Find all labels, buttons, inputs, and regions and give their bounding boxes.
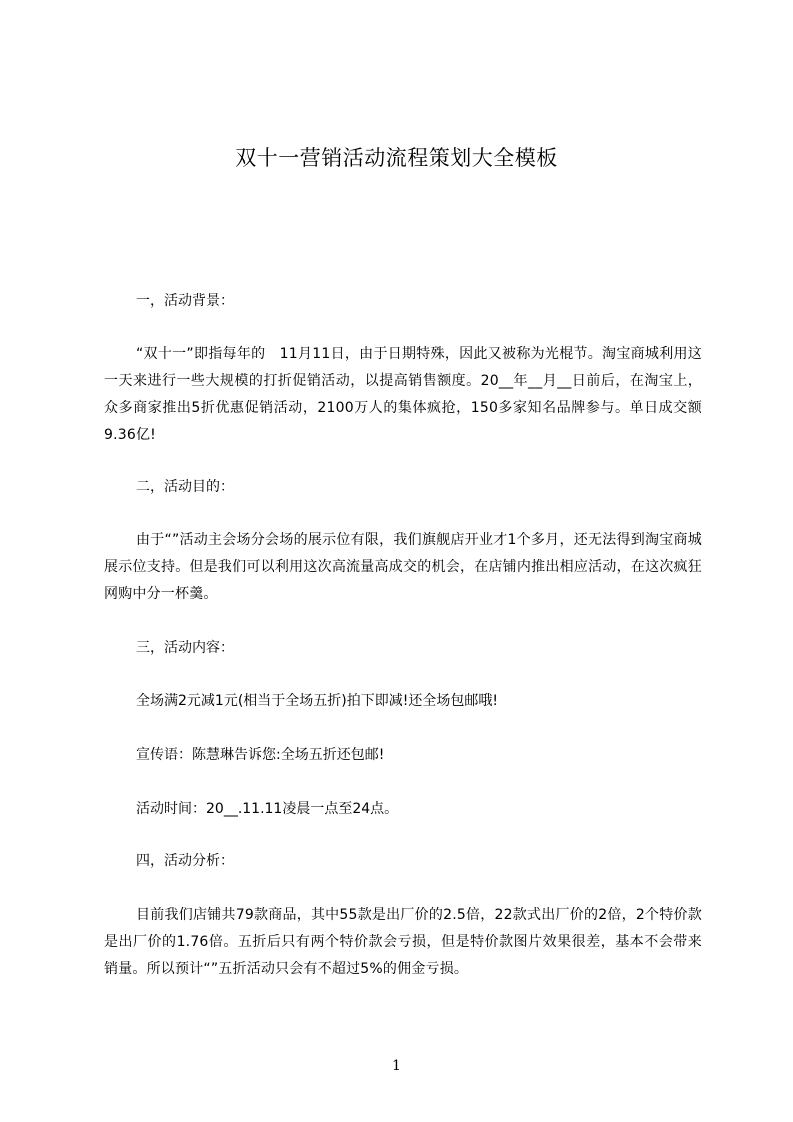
purpose-paragraph: 由于“”活动主会场分会场的展示位有限，我们旗舰店开业才1个多月，还无法得到淘宝商城展示位支持。但是我们可以利用这次高流量高成交的机会，在店铺内推出相应活动，在这次疯狂网购中分一杯羹。 [104, 532, 702, 602]
content-offer-line: 全场满2元减1元(相当于全场五折)拍下即减!还全场包邮哦! [136, 693, 498, 709]
page-number: 1 [392, 1058, 401, 1074]
document-title: 双十一营销活动流程策划大全模板 [235, 146, 558, 170]
section-heading-background: 一，活动背景： [136, 293, 234, 309]
section-heading-content: 三，活动内容： [136, 640, 234, 656]
background-paragraph: “双十一”即指每年的 11月11日，由于日期特殊，因此又被称为光棍节。淘宝商城利用这一天来进行一些大规模的打折促销活动，以提高销售额度。20__年__月__日前后，在淘宝上，众多商家推出5折优惠促销活动，2100万人的集体疯抢，150多家知名品牌参与。单日成交额9.36亿! [104, 346, 702, 443]
analysis-paragraph: 目前我们店铺共79款商品，其中55款是出厂价的2.5倍，22款式出厂价的2倍，2个特价款是出厂价的1.76倍。五折后只有两个特价款会亏损，但是特价款图片效果很差，基本不会带来销量。所以预计“”五折活动只会有不超过5%的佣金亏损。 [104, 907, 702, 977]
content-slogan-line: 宣传语：陈慧琳告诉您:全场五折还包邮! [136, 747, 385, 763]
content-time-line: 活动时间：20__.11.11凌晨一点至24点。 [136, 801, 399, 817]
section-heading-purpose: 二，活动目的： [136, 479, 234, 495]
section-heading-analysis: 四，活动分析： [136, 853, 234, 869]
